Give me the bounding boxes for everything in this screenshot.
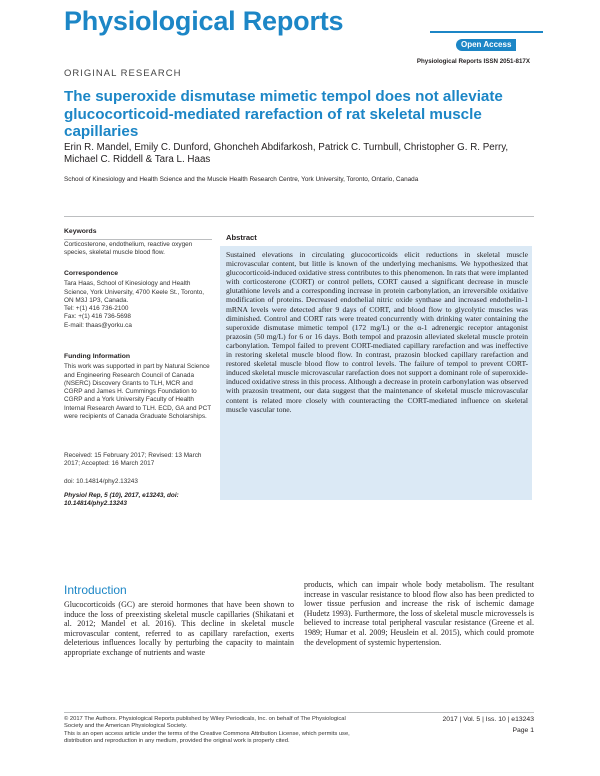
correspondence-address: Tara Haas, School of Kinesiology and Health Science, York University, 4700 Keele St., Toronto, ON M3J 1P3, Canada. [64,280,205,304]
keywords-heading: Keywords [64,228,97,235]
article-section: ORIGINAL RESEARCH [64,68,182,79]
page-number: Page 1 [512,727,534,734]
introduction-heading: Introduction [64,583,127,597]
footer-copyright: © 2017 The Authors. Physiological Reports published by Wiley Periodicals, Inc. on behalf of The Physiological Society and the American Physiological Society. [64,716,346,730]
article-title: The superoxide dismutase mimetic tempol does not alleviate glucocorticoid-mediated rarefaction of rat skeletal muscle capillaries [64,88,503,140]
keywords-text: Corticosterone, endothelium, reactive oxygen species, skeletal muscle blood flow. [64,241,193,257]
affiliation: School of Kinesiology and Health Science and the Muscle Health Research Centre, York University, Toronto, Ontario, Canada [64,176,419,183]
correspondence-fax: Fax: +(1) 416 736-5698 [64,313,131,321]
correspondence-heading: Correspondence [64,270,119,277]
correspondence-tel: Tel: +(1) 416 736-2100 [64,305,129,313]
abstract-heading: Abstract [226,233,257,242]
funding-heading: Funding Information [64,353,131,360]
footer-volume: 2017 | Vol. 5 | Iss. 10 | e13243 [442,716,534,723]
article-citation: Physiol Rep, 5 (10), 2017, e13243, doi: 10.14814/phy2.13243 [64,492,179,508]
funding-text: This work was supported in part by Natural Science and Engineering Research Council of Canada (NSERC) Discovery Grants to TLH, MCR and CGRP and James H. Cummings Foundation to CGRP and a York University Faculty of Health Internal Research Award to TLH. ECD, GA and PCT were recipients of Canada Graduate Scholarships. [64,363,212,421]
introduction-column-2: products, which can impair whole body metabolism. The resultant increase in vascular resistance to blood flow also has been predicted to lower tissue perfusion and increase the risk of ischemic damage (Hudetz 1993). Furthermore, the loss of skeletal muscle microvessels is believed to increase total peripheral vascular resistance (Greene et al. 1989; Humar et al. 2009; Heuslein et al. 2015), which could promote the development of systemic hypertension. [304,580,534,647]
footer-divider [64,712,534,713]
article-dates: Received: 15 February 2017; Revised: 13 March 2017; Accepted: 16 March 2017 [64,452,202,468]
footer-license: This is an open access article under the terms of the Creative Commons Attribution License, which permits use, distribution and reproduction in any medium, provided the original work is properly cited. [64,731,350,745]
header-divider [64,216,534,217]
journal-name: Physiological Reports [64,6,344,36]
funding-block [64,353,212,421]
header-rule [430,31,543,33]
keywords-block [64,228,212,238]
correspondence-email[interactable]: E-mail: thaas@yorku.ca [64,321,132,329]
sidebar-divider [64,239,212,240]
correspondence-block [64,270,212,330]
introduction-column-1: Glucocorticoids (GC) are steroid hormones that have been shown to induce the loss of preexisting skeletal muscle capillaries (Shikatani et al. 2012; Mandel et al. 2016). This decline in skeletal muscle microvascular content, referred to as capillary rarefaction, exerts deleterious influences locally by perturbing the capacity to maintain appropriate exchange of nutrients and waste [64,600,294,657]
article-doi[interactable]: doi: 10.14814/phy2.13243 [64,478,138,485]
author-list: Erin R. Mandel, Emily C. Dunford, Ghoncheh Abdifarkosh, Patrick C. Turnbull, Christopher G. R. Perry, Michael C. Riddell & Tara L. Haas [64,142,509,165]
abstract-text: Sustained elevations in circulating glucocorticoids elicit reductions in skeletal muscle microvascular content, but little is known of the underlying mechanisms. We hypothesized that glucocorticoid-induced oxidative stress contributes to this phenomenon. In rats that were implanted with corticosterone (CORT) or control pellets, CORT caused a significant decrease in muscle glutathione levels and a corresponding increase in protein carbonylation, an irreversible oxidative modification of proteins. Decreased endothelial nitric oxide synthase and increased endothelin-1 mRNA levels were detected after 9 days of CORT, and blood flow to glycolytic muscles was diminished. Control and CORT rats were treated concurrently with drinking water containing the superoxide dismutase mimetic tempol (172 mg/L) or the α-1 adrenergic receptor antagonist prazosin (50 mg/L) for 6 or 16 days. Both tempol and prazosin alleviated skeletal muscle protein carbonylation. Tempol failed to prevent CORT-mediated capillary rarefaction and was ineffective in restoring skeletal muscle blood flow. In contrast, prazosin blocked capillary rarefaction and restored skeletal muscle blood flow to control levels. The failure of tempol to prevent CORT-induced skeletal muscle microvascular rarefaction does not support a dominant role of superoxide-induced oxidative stress in this process. Although a decrease in protein carbonylation was observed with prazosin treatment, our data suggest that the maintenance of skeletal muscle microvascular content is related more closely with counteracting the CORT-mediated influence on skeletal muscle vascular tone. [226,250,528,414]
open-access-badge: Open Access [456,39,516,51]
journal-issn: Physiological Reports ISSN 2051-817X [416,58,530,65]
